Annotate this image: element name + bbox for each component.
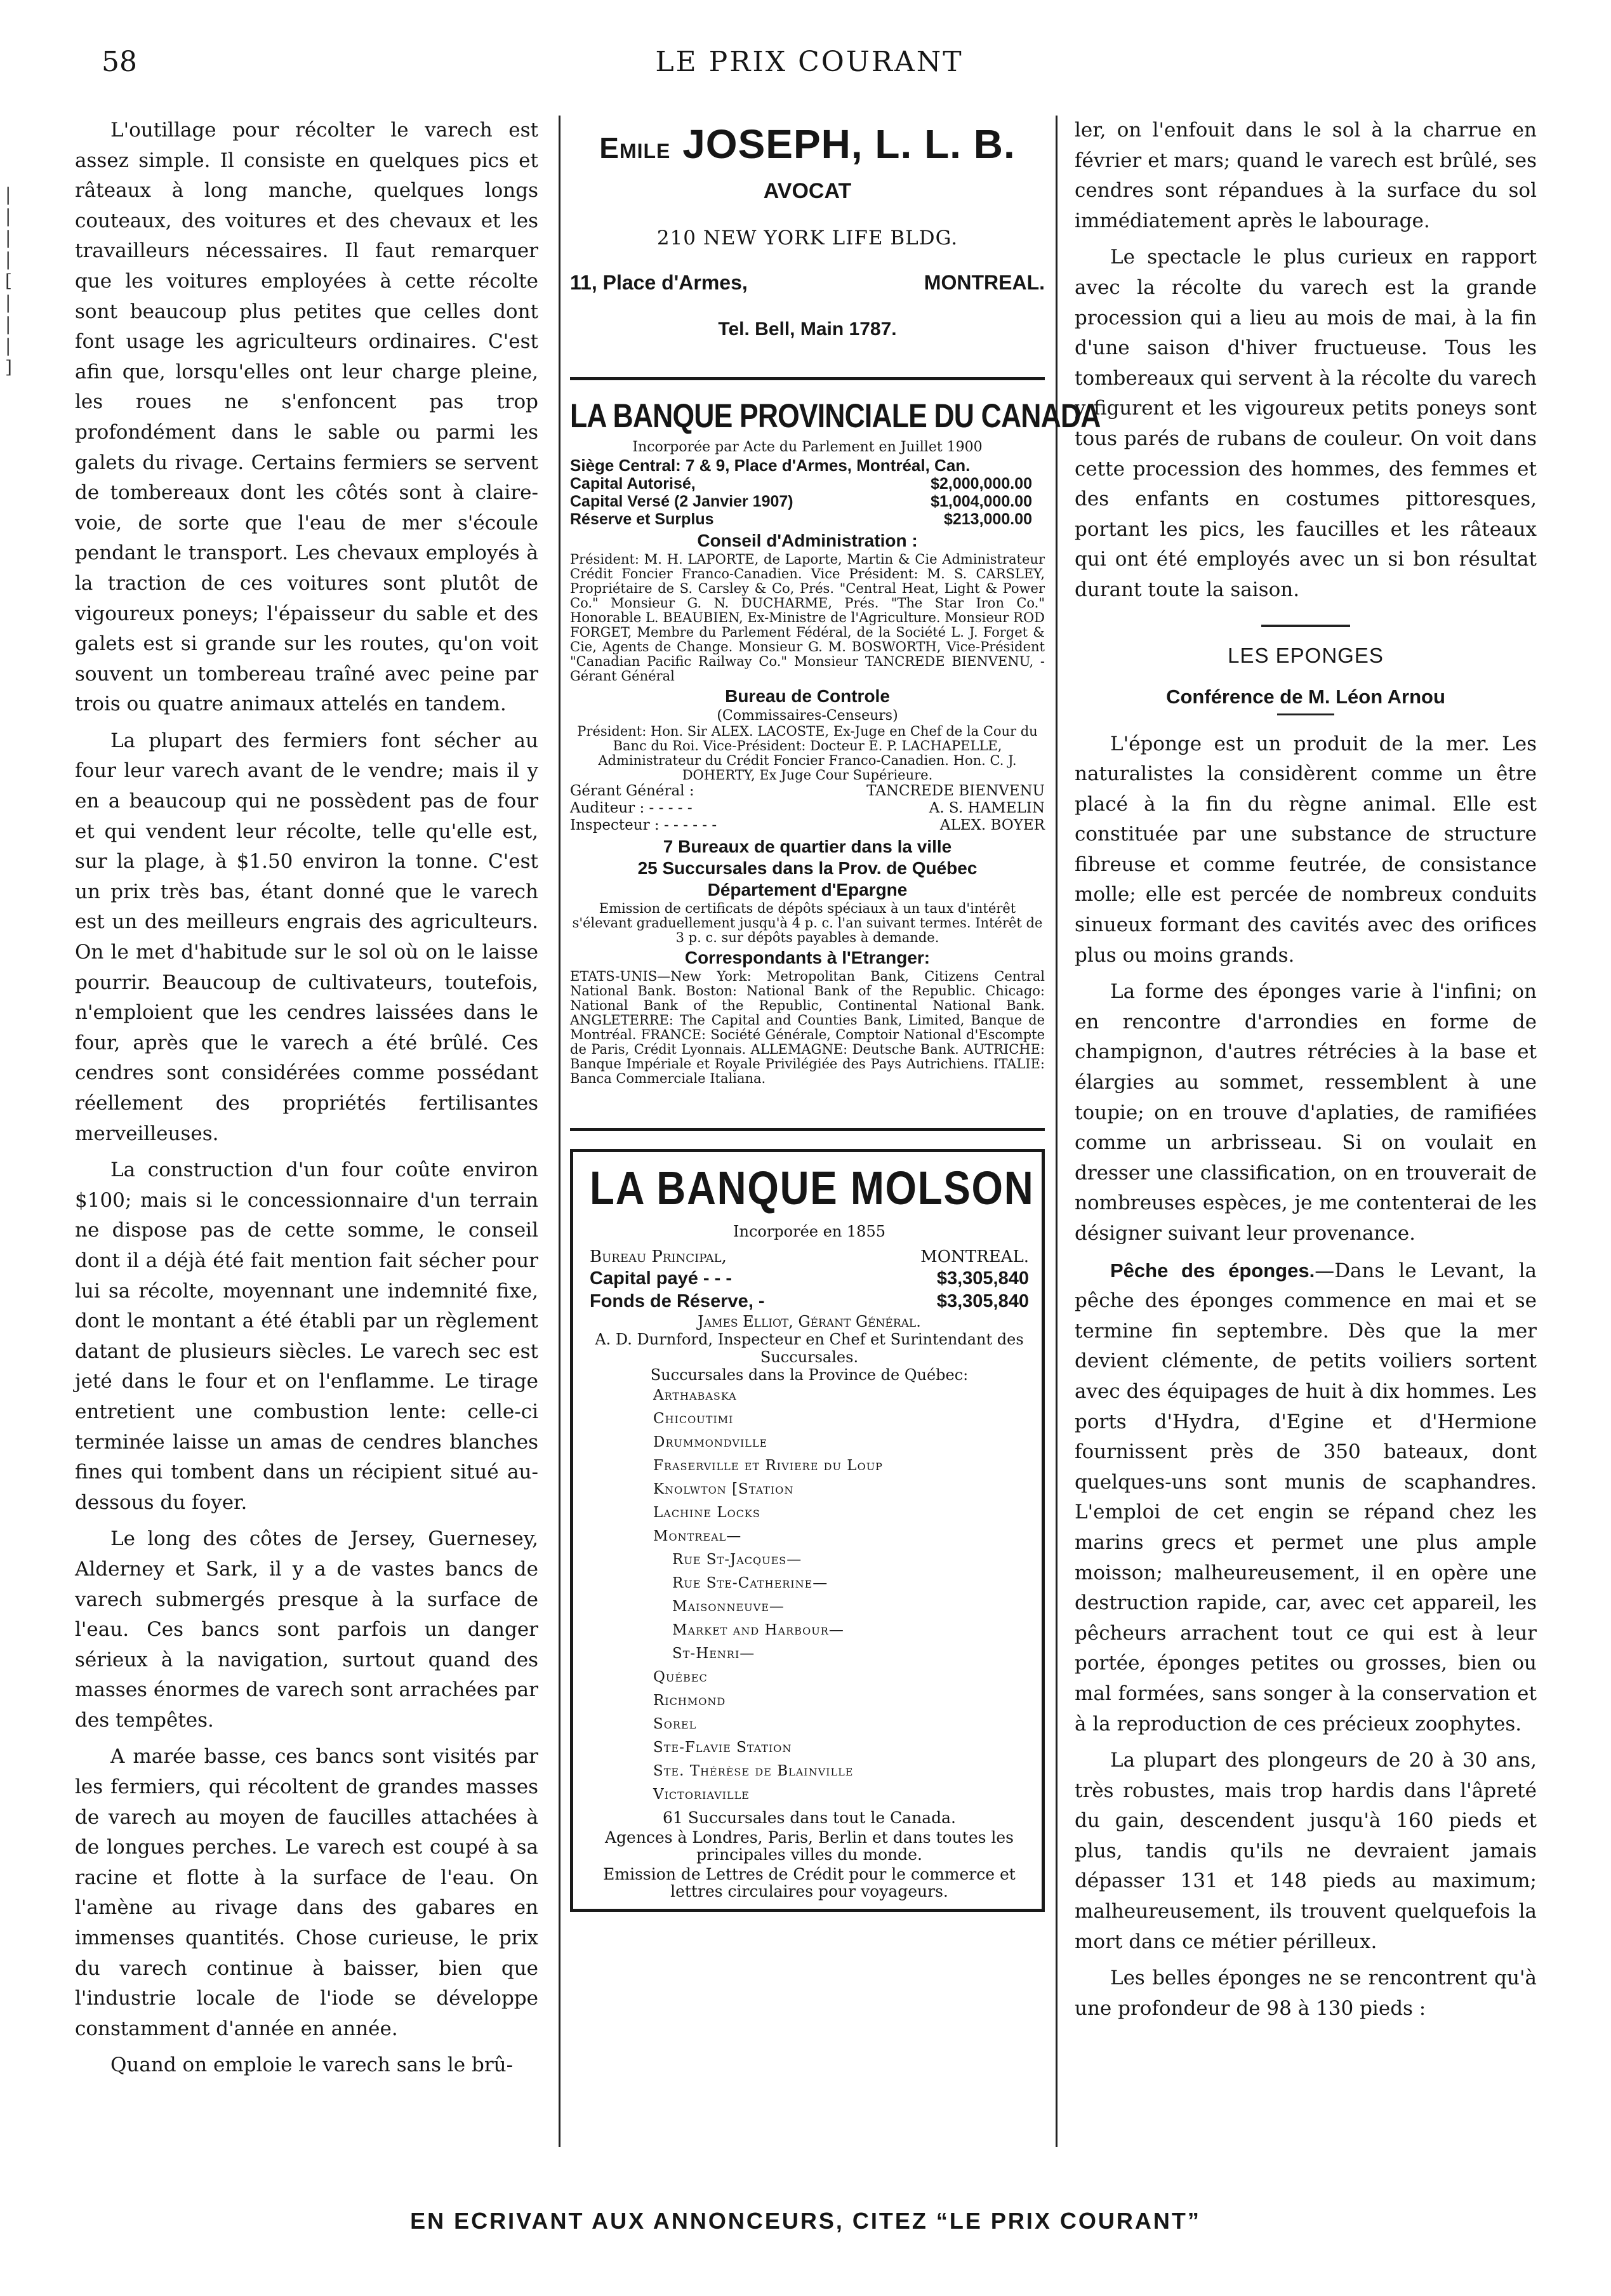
paragraph: L'outillage pour récolter le varech est assez simple. Il consiste en quelques pics et râteaux à long manche, quelques longs couteaux, des voitures et des chevaux et les travailleurs nécessaires. Il faut remarquer que les voitures employées à cette récolte sont beaucoup plus petites que celles dont font usage les agriculteurs ordinaires. C'est afin que, lorsqu'elles ont leur charge pleine, les roues ne s'enfoncent pas trop profondément dans le sable ou parmi les galets du rivage. Certains fermiers se servent de tombereaux dont les côtés sont à claire-voie, de sorte que l'eau de mer s'écoule pendant le transport. Les chevaux employés à la traction de ces voitures sont plutôt de vigoureux poneys; l'épaisseur du sable et des galets est si grande sur les routes, qu'on voit souvent un tombereau traîné avec peine par trois ou quatre animaux attelés en tandem.	[75, 119, 538, 716]
advertiser-last-name: JOSEPH, L. L. B.	[682, 121, 1016, 167]
paragraph-lead: Pêche des éponges.	[1110, 1259, 1315, 1282]
branch-item: Rue Ste-Catherine—	[672, 1575, 828, 1591]
page-footer: EN ECRIVANT AUX ANNONCEURS, CITEZ “LE PRIX COURANT”	[410, 2208, 1201, 2234]
paragraph: ler, on l'enfouit dans le sol à la charrue en février et mars; quand le varech est brûlé, ses cendres sont répandues à la surface du sol immédiatement après le labourage.	[1075, 119, 1537, 232]
capital-label: Capital payé - - -	[590, 1268, 732, 1289]
section-divider	[1261, 625, 1350, 627]
branch-item: Ste. Thérèse de Blainville	[653, 1763, 854, 1779]
bureaux-line: 7 Bureaux de quartier dans la ville	[663, 837, 952, 856]
ad-banque-molson	[570, 1149, 1045, 1912]
epargne-title: Département d'Epargne	[707, 880, 908, 899]
section-title: LES EPONGES	[1228, 643, 1384, 667]
officer-row	[570, 800, 1045, 817]
officer-value: A. S. HAMELIN	[929, 800, 1045, 816]
capital-label: Réserve et Surplus	[570, 510, 714, 528]
officer-row	[570, 783, 1045, 800]
branch-item: Lachine Locks	[653, 1504, 760, 1521]
bank-head-office: Siège Central: 7 & 9, Place d'Armes, Montréal, Can.	[570, 456, 971, 475]
branch-item: Maisonneuve—	[672, 1598, 785, 1615]
branch-item: Québec	[653, 1669, 708, 1685]
officer-row	[570, 817, 1045, 834]
paragraph: A marée basse, ces bancs sont visités par les fermiers, qui récoltent de grandes masses de varech au moyen de faucilles attachées à de longues perches. Le varech est coupé à sa racine et flotte à la surface de l'eau. On l'amène au rivage dans des gabares en immenses quantités. Chose curieuse, le prix du varech continue à baisser, bien que l'industrie locale de l'iode se développe constamment d'année en année.	[75, 1745, 538, 2040]
paragraph: Quand on emploie le varech sans le brû-	[110, 2054, 514, 2077]
correspondants-text: ETATS-UNIS—New York: Metropolitan Bank, Citizens Central National Bank. Boston: National Bank of the Republic. Chicago: National Bank of the Republic, Continental National Bank. ANGLETERRE: The Capital and Counties Bank, Limited, Banque de Montréal. FRANCE: Société Générale, Comptoir National d'Escompte de Paris, Crédit Lyonnais. ALLEMAGNE: Deutsche Bank. AUTRICHE: Banque Impériale et Royale Privilégiée des Pays Autrichiens. ITALIE: Banca Commerciale Italiana.	[570, 969, 1045, 1086]
branch-item: Knolwton [Station	[653, 1481, 794, 1497]
capital-value: $3,305,840	[936, 1291, 1029, 1311]
officer-label: Gérant Général :	[570, 783, 694, 799]
capital-row	[590, 1267, 1029, 1290]
bank-inspector: A. D. Durnford, Inspecteur en Chef et Surintendant des Succursales.	[595, 1330, 1024, 1366]
bank-incorporated: Incorporée en 1855	[733, 1223, 885, 1240]
capital-value: $2,000,000.00	[931, 475, 1032, 493]
advertisement-column	[570, 116, 1101, 1912]
bank-title: LA BANQUE MOLSON	[590, 1162, 1035, 1214]
capital-value: $1,004,000.00	[931, 493, 1032, 510]
paragraph: La forme des éponges varie à l'infini; on en rencontre d'arrondies en forme de champignon, d'autres rétrécies à la base et élargies au sommet, ressemblent à une toupie; on en trouve d'aplaties, de ramifiées comme un arbrisseau. Si on voulait en dresser une classification, on en trouverait de nombreuses espèces, je me contenterai de les désigner suivant leur provenance.	[1075, 980, 1537, 1245]
divider	[570, 1128, 1045, 1131]
bank-manager: James Elliot, Gérant Général.	[698, 1313, 921, 1330]
capital-label: Capital Autorisé,	[570, 475, 696, 493]
capital-value: $213,000.00	[943, 510, 1032, 528]
advertiser-first-name: Emile	[599, 131, 671, 164]
control-title: Bureau de Controle	[725, 686, 890, 706]
office-label: Bureau Principal,	[590, 1247, 727, 1266]
succursales-line: 25 Succursales dans la Prov. de Québec	[637, 858, 978, 878]
correspondants-title: Correspondants à l'Etranger:	[684, 948, 931, 967]
page-header	[102, 46, 1517, 90]
advertiser-place: 11, Place d'Armes,	[570, 271, 748, 294]
epargne-text: Emission de certificats de dépôts spéciaux à un taux d'intérêt s'élevant graduellement jusqu'à 4 p. c. l'an suivant termes. Intérêt de 3 p. c. sur dépôts payables à demande.	[572, 901, 1043, 945]
officer-label: Auditeur : - - - - -	[570, 800, 693, 816]
paragraph: Les belles éponges ne se rencontrent qu'à une profondeur de 98 à 130 pieds :	[1075, 1967, 1537, 2020]
section-divider-small	[1277, 713, 1334, 715]
branch-item: Ste-Flavie Station	[653, 1739, 792, 1756]
advertiser-city: MONTREAL.	[924, 271, 1045, 294]
divider	[570, 377, 1045, 380]
journal-title: LE PRIX COURANT	[655, 46, 964, 78]
molson-footer-line: Agences à Londres, Paris, Berlin et dans toutes les principales villes du monde.	[604, 1828, 1014, 1864]
branch-item: Rue St-Jacques—	[672, 1551, 802, 1568]
paragraph: La construction d'un four coûte environ $100; mais si le concessionnaire d'un terrain ne dispose pas de cette somme, le conseil dont il a déjà été fait mention fait sécher pour lui sa récolte, moyennant une indemnité fixe, dont le montant a été établi par un règlement datant de plusieurs siècles. Le varech sec est jeté dans le four et on l'enflamme. Le tirage entretient une combustion lente: celle-ci terminée laisse un amas de cendres blanches fines qui tombent dans un récipient situé au-dessous du foyer.	[75, 1158, 538, 1514]
ad-emile-joseph	[570, 121, 1045, 340]
control-text: Président: Hon. Sir ALEX. LACOSTE, Ex-Juge en Chef de la Cour du Banc du Roi. Vice-Président: Docteur E. P. LACHAPELLE, Administrateur du Crédit Foncier Franco-Canadien. Hon. C. J. DOHERTY, Ex Juge Cour Supérieure.	[577, 724, 1038, 783]
officer-value: TANCREDE BIENVENU	[866, 783, 1045, 799]
capital-row	[570, 475, 1045, 493]
margin-marks: | | | | [ | | | ]	[5, 184, 12, 378]
left-column	[75, 116, 538, 2087]
branch-item: Arthabaska	[653, 1387, 737, 1403]
capital-row	[570, 510, 1045, 528]
advertiser-name	[570, 121, 1045, 168]
office-city: MONTREAL.	[920, 1247, 1029, 1266]
advertiser-role: AVOCAT	[763, 179, 852, 203]
paragraph: La plupart des plongeurs de 20 à 30 ans, très robustes, mais trop hardis dans l'âpreté du gain, descendent jusqu'à 160 pieds et plus, tandis qu'ils ne devraient jamais dépasser 131 et 148 pieds au maximum; malheureusement, ils trouvent quelquefois la mort dans ce métier périlleux.	[1075, 1749, 1537, 1953]
paragraph: Le long des côtes de Jersey, Guernesey, Alderney et Sark, il y a de vastes bancs de varech submergés presque à la surface de l'eau. Ces bancs sont parfois un danger sérieux à la navigation, surtout quand des masses énormes de varech sont arrachées par des tempêtes.	[75, 1527, 538, 1732]
advertiser-place-row	[570, 271, 1045, 295]
advertiser-address: 210 NEW YORK LIFE BLDG.	[656, 227, 958, 249]
branch-item: Montreal—	[653, 1528, 742, 1544]
advertiser-phone: Tel. Bell, Main 1787.	[718, 319, 897, 340]
paragraph: L'éponge est un produit de la mer. Les naturalistes la considèrent comme un être placé à la fin du règne animal. Elle est constituée par une substance de structure fibreuse et comme feutrée, de consistance molle; elle est percée de nombreux conduits sinueux formant des cavités avec des orifices plus ou moins grands.	[1075, 732, 1537, 967]
capital-label: Fonds de Réserve, -	[590, 1291, 765, 1311]
branch-item: Victoriaville	[653, 1786, 750, 1803]
branches-title: Succursales dans la Province de Québec:	[650, 1366, 969, 1384]
branch-list	[590, 1384, 1029, 1807]
page-number: 58	[102, 46, 137, 78]
branch-item: Fraserville et Riviere du Loup	[653, 1457, 883, 1474]
officer-value: ALEX. BOYER	[939, 817, 1045, 833]
capital-row	[570, 493, 1045, 510]
branch-item: Market and Harbour—	[672, 1622, 844, 1638]
control-subtitle: (Commissaires-Censeurs)	[717, 708, 898, 724]
branch-item: Richmond	[653, 1692, 726, 1709]
board-title: Conseil d'Administration :	[697, 531, 918, 550]
officer-label: Inspecteur : - - - - - -	[570, 817, 717, 833]
branch-item: Drummondville	[653, 1434, 768, 1450]
paragraph: Le spectacle le plus curieux en rapport avec la récolte du varech est la grande procession qui a lieu au mois de mai, à la fin d'une saison d'hiver fructueuse. Tous les tombereaux qui servent à la récolte du varech y figurent et les vigoureux petits poneys sont tous parés de rubans de couleur. On voit dans cette procession des hommes, des femmes et des enfants en costumes pittoresques, portant les pics, les faucilles et les râteaux qui ont été employés avec un si bon résultat durant toute la saison.	[1075, 246, 1537, 601]
branch-item: Sorel	[653, 1716, 697, 1732]
capital-label: Capital Versé (2 Janvier 1907)	[570, 493, 793, 510]
capital-value: $3,305,840	[936, 1268, 1029, 1289]
branch-item: St-Henri—	[672, 1645, 755, 1662]
section-subtitle: Conférence de M. Léon Arnou	[1166, 685, 1445, 708]
paragraph: La plupart des fermiers font sécher au four leur varech avant de le vendre; mais il y en a beaucoup qui ne possèdent pas de four et qui vendent leur récolte, telle qu'elle est, sur la plage, à $1.50 environ la tonne. C'est un prix très bas, étant donné que le varech est un des meilleurs engrais des agriculteurs. On le met d'habitude sur le sol où on le laisse pourrir. Beaucoup de cultivateurs, toutefois, n'emploient que les cendres laissées dans le four, après que le varech a été brûlé. Ces cendres sont considérées comme possédant réellement des propriétés fertilisantes merveilleuses.	[75, 729, 538, 1145]
office-row	[590, 1247, 1029, 1267]
right-column	[1075, 116, 1537, 2030]
bank-title: LA BANQUE PROVINCIALE DU CANADA	[570, 397, 1101, 435]
paragraph	[1075, 1256, 1537, 1740]
board-text: Président: M. H. LAPORTE, de Laporte, Martin & Cie Administrateur Crédit Foncier Franco-Canadien. Vice Président: M. S. CARSLEY, Propriétaire de S. Carsley & Co, Prés. "Central Heat, Light & Power Co." Monsieur G. N. DUCHARME, Prés. "The Star Iron Co." Honorable L. BEAUBIEN, Ex-Ministre de l'Agriculture. Monsieur ROD FORGET, Membre du Parlement Fédéral, de la Société L. J. Forget & Cie, Agents de Change. Monsieur G. M. BOSWORTH, Vice-Président "Canadian Pacific Railway Co." Monsieur TANCREDE BIENVENU, - Gérant Général	[570, 552, 1045, 684]
molson-footer-line: Emission de Lettres de Crédit pour le commerce et lettres circulaires pour voyageurs.	[603, 1865, 1016, 1901]
bank-incorporated: Incorporée par Acte du Parlement en Juillet 1900	[632, 439, 983, 455]
molson-footer-line: 61 Succursales dans tout le Canada.	[663, 1808, 956, 1827]
capital-row	[590, 1290, 1029, 1313]
branch-item: Chicoutimi	[653, 1410, 734, 1427]
paragraph-text: —Dans le Levant, la pêche des éponges commence en mai et se termine fin septembre. Dès que la mer devient clémente, de petits voiliers sortent avec des équipages de huit à dix hommes. Les ports d'Hydra, d'Egine et d'Hermione fournissent près de 350 bateaux, dont quelques-uns sont munis de scaphandres. L'emploi de cet engin se répand chez les marins grecs et permet une plus ample moisson; malheureusement, il en opère une destruction rapide, car, avec cet appareil, les pêcheurs arrachent tout ce qui est à leur portée, éponges petites ou grosses, bien ou mal formées, sans songer à la conservation et à la reproduction de ces précieux zoophytes.	[1075, 1259, 1537, 1735]
column-rule-left	[559, 116, 560, 2147]
ad-banque-provinciale	[570, 397, 1101, 1086]
